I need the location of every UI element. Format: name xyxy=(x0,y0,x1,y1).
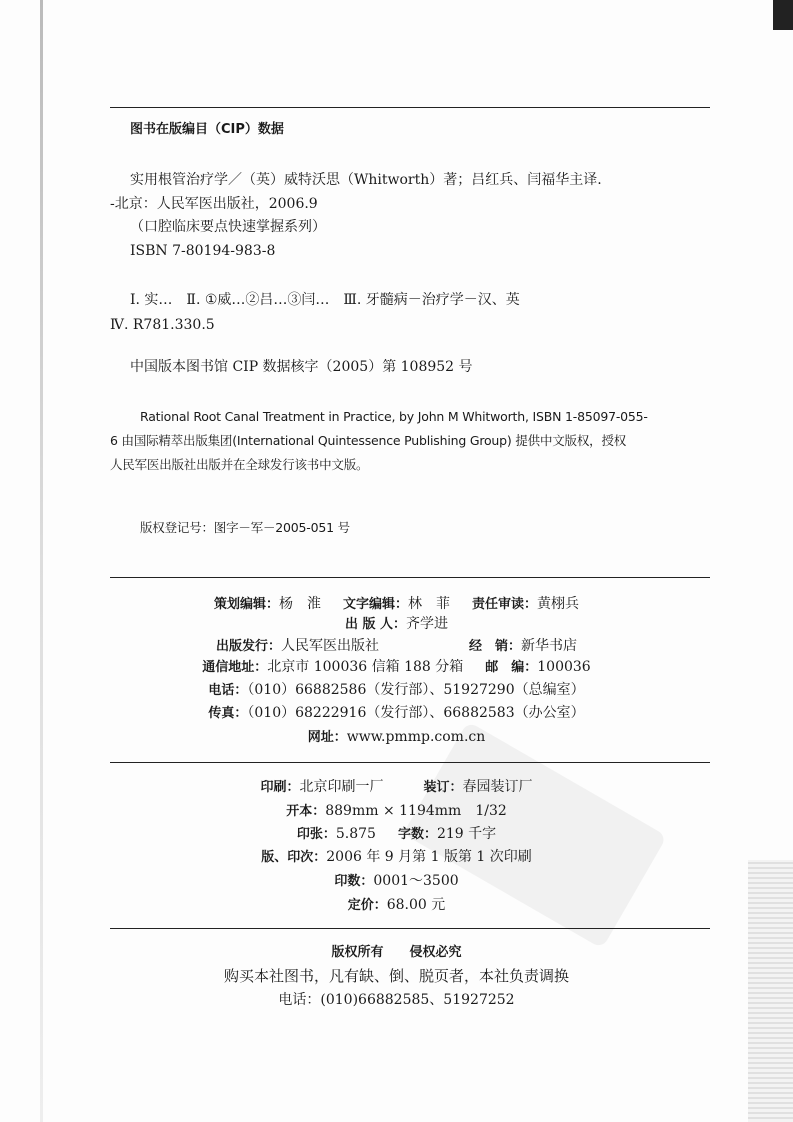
fax-line: 传真：（010）68222916（发行部）、66882583（办公室） xyxy=(208,705,585,721)
cip-number: 中国版本图书馆 CIP 数据核字（2005）第 108952 号 xyxy=(130,359,473,375)
publisher-line: 出 版 人：齐学进 xyxy=(344,616,449,632)
copyright-notice: 版权所有 侵权必究 xyxy=(331,945,462,960)
printer-line: 印刷：北京印刷一厂 装订：春园装订厂 xyxy=(260,779,533,795)
cip-line: ISBN 7-80194-983-8 xyxy=(130,243,276,259)
website-link[interactable]: www.pmmp.com.cn xyxy=(346,729,486,745)
editors-line: 策划编辑：杨 淮 文字编辑：林 菲 责任审读：黄栩兵 xyxy=(213,596,580,612)
address-line: 通信地址：北京市 100036 信箱 188 分箱 邮 编：100036 xyxy=(202,659,591,675)
cip-line: （口腔临床要点快速掌握系列） xyxy=(130,219,326,235)
rights-line: 6 由国际精萃出版集团(International Quintessence Publishing Group) 提供中文版权，授权 xyxy=(110,433,627,448)
format-line: 开本：889mm × 1194mm 1/32 xyxy=(286,803,507,819)
distribution-line: 出版发行：人民军医出版社 经 销：新华书店 xyxy=(215,638,578,654)
website-line: 网址：www.pmmp.com.cn xyxy=(307,729,486,745)
classification: Ⅳ. R781.330.5 xyxy=(110,317,215,333)
divider xyxy=(110,577,710,578)
divider xyxy=(110,928,710,929)
phone-line: 电话：（010）66882586（发行部）、51927290（总编室） xyxy=(208,682,585,698)
cip-line: 实用根管治疗学／（英）威特沃思（Whitworth）著；吕红兵、闫福华主译. xyxy=(130,172,602,188)
divider xyxy=(110,762,710,763)
classification: Ⅰ. 实… Ⅱ. ①威…②吕…③闫… Ⅲ. 牙髓病－治疗学－汉、英 xyxy=(130,292,520,308)
scan-corner xyxy=(773,0,793,30)
return-notice: 购买本社图书，凡有缺、倒、脱页者，本社负责调换 xyxy=(223,967,569,985)
edition-line: 版、印次：2006 年 9 月第 1 版第 1 次印刷 xyxy=(261,849,532,865)
registration-number: 版权登记号：图字－军－2005-051 号 xyxy=(140,520,350,535)
cip-line: -北京：人民军医出版社，2006.9 xyxy=(110,196,318,212)
cip-heading: 图书在版编目（CIP）数据 xyxy=(130,122,284,137)
sheets-line: 印张：5.875 字数：219 千字 xyxy=(296,826,497,842)
rights-line: 人民军医出版社出版并在全球发行该书中文版。 xyxy=(110,457,369,472)
rights-line: Rational Root Canal Treatment in Practice, by John M Whitworth, ISBN 1-85097-055- xyxy=(140,409,648,424)
price-line: 定价：68.00 元 xyxy=(347,897,446,913)
footer-phone: 电话：(010)66882585、51927252 xyxy=(278,992,515,1008)
divider xyxy=(110,107,710,108)
copies-line: 印数：0001～3500 xyxy=(334,873,459,889)
